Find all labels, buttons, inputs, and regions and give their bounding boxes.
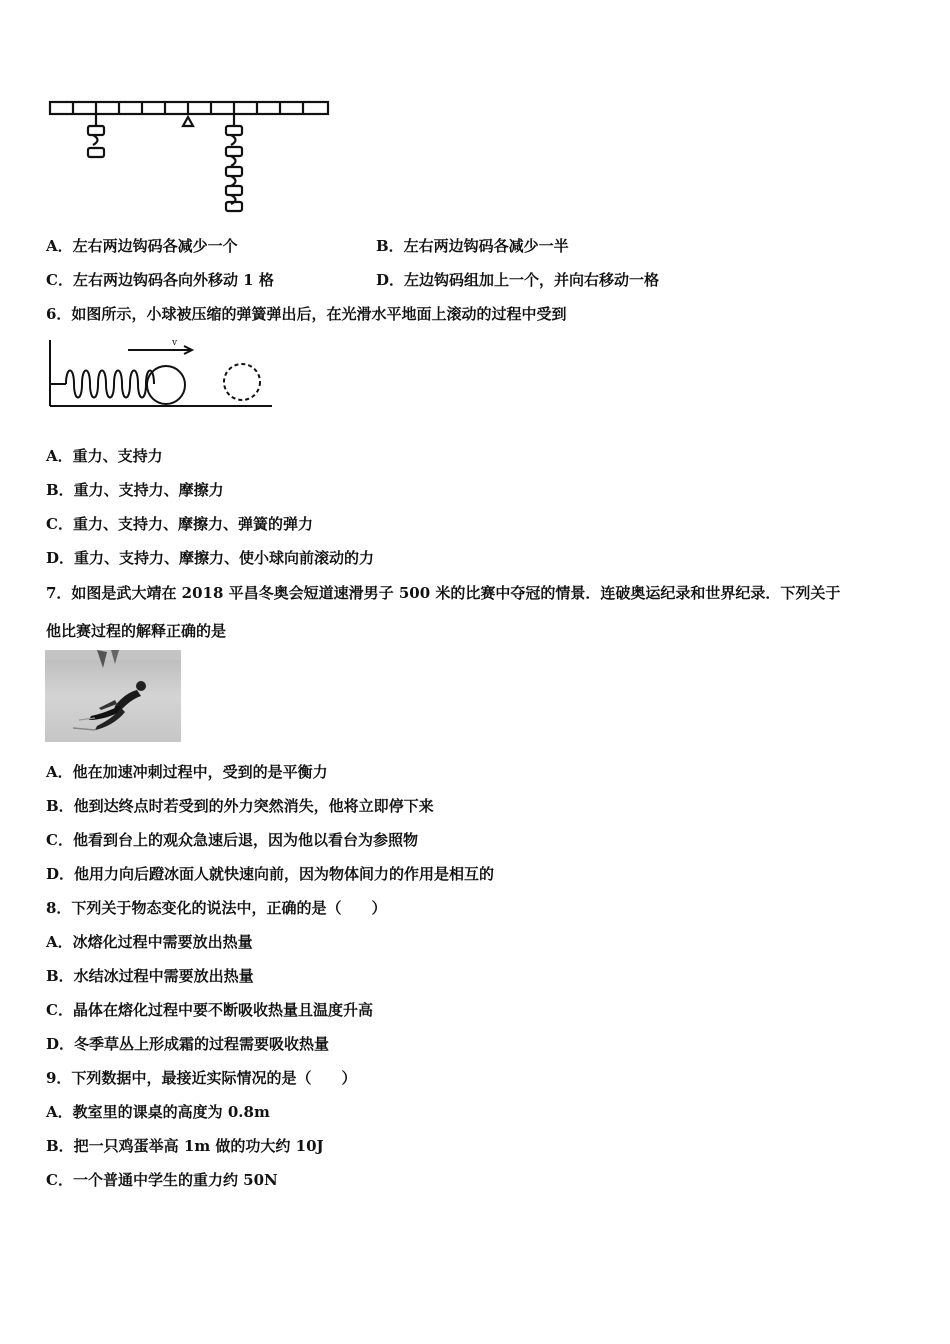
q7-stem-line1: 7．如图是武大靖在 2018 平昌冬奥会短道速滑男子 500 米的比赛中夺冠的情景．连破奥运纪录和世界纪录．下列关于 (46, 584, 841, 602)
velocity-label: v (172, 338, 178, 348)
q5-option-c: C．左右两边钩码各向外移动 1 格 (46, 271, 274, 289)
q6-stem: 6．如图所示，小球被压缩的弹簧弹出后，在光滑水平地面上滚动的过程中受到 (46, 305, 567, 323)
spring-ball-figure (46, 336, 274, 412)
q7-option-c: C．他看到台上的观众急速后退，因为他以看台为参照物 (46, 831, 418, 849)
q6-option-c: C．重力、支持力、摩擦力、弹簧的弹力 (46, 515, 313, 533)
q6-option-d: D．重力、支持力、摩擦力、使小球向前滚动的力 (46, 549, 375, 567)
q9-option-b: B．把一只鸡蛋举高 1m 做的功大约 10J (46, 1137, 324, 1155)
q5-option-d: D．左边钩码组加上一个，并向右移动一格 (376, 271, 660, 289)
q9-option-c: C．一个普通中学生的重力约 50N (46, 1171, 278, 1189)
q8-option-b: B．水结冰过程中需要放出热量 (46, 967, 254, 985)
q6-option-a: A．重力、支持力 (46, 447, 163, 465)
q7-option-a: A．他在加速冲刺过程中，受到的是平衡力 (46, 763, 328, 781)
q8-option-c: C．晶体在熔化过程中要不断吸收热量且温度升高 (46, 1001, 373, 1019)
q8-option-a: A．冰熔化过程中需要放出热量 (46, 933, 253, 951)
speed-skater-photo (45, 650, 181, 742)
q9-stem: 9．下列数据中，最接近实际情况的是（ ） (46, 1069, 357, 1087)
q8-stem: 8．下列关于物态变化的说法中，正确的是（ ） (46, 899, 387, 917)
q5-option-b: B．左右两边钩码各减少一半 (376, 237, 569, 255)
q9-option-a: A．教室里的课桌的高度为 0.8m (46, 1103, 270, 1121)
q7-stem-line2: 他比赛过程的解释正确的是 (46, 622, 227, 640)
q6-option-b: B．重力、支持力、摩擦力 (46, 481, 224, 499)
q7-option-b: B．他到达终点时若受到的外力突然消失，他将立即停下来 (46, 797, 434, 815)
lever-figure (46, 98, 332, 216)
q5-option-a: A．左右两边钩码各减少一个 (46, 237, 238, 255)
q8-option-d: D．冬季草丛上形成霜的过程需要吸收热量 (46, 1035, 330, 1053)
q7-option-d: D．他用力向后蹬冰面人就快速向前，因为物体间力的作用是相互的 (46, 865, 495, 883)
